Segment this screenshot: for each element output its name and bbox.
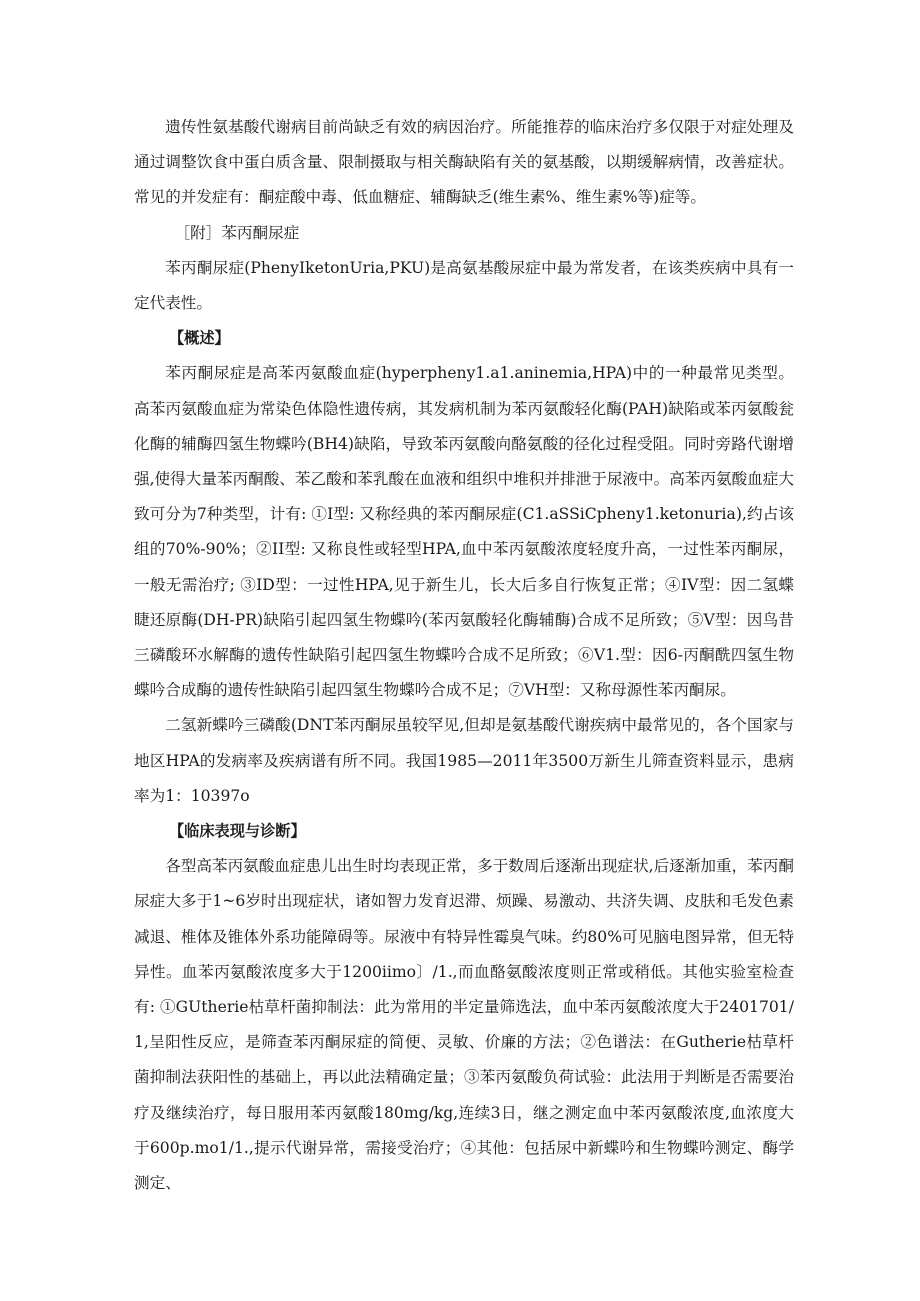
paragraph-overview: 苯丙酮尿症是高苯丙氨酸血症(hyperpheny1.a1.aninemia,HPA)中的一种最常见类型。高苯丙氨酸血症为常染色体隐性遗传病，其发病机制为苯丙氨酸轻化酶(PAH)缺陷或苯丙氨酸瓮化酶的辅酶四氢生物蝶吟(BH4)缺陷，导致苯丙氨酸向酪氨酸的径化过程受阻。同时旁路代谢增强,使得大量苯丙酮酸、苯乙酸和苯乳酸在血液和组织中堆积并排泄于尿液中。高苯丙氨酸血症大致可分为7种类型，计有: ①I型: 又称经典的苯丙酮尿症(C1.aSSiCpheny1.ketonuria),约占该组的70%-90%；②II型: 又称良性或轻型HPA,血中苯丙氨酸浓度轻度升高，一过性苯丙酮尿，一般无需治疗; ③ID型：一过性HPA,见于新生儿，长大后多自行恢复正常；④IV型：因二氢蝶睫还原酶(DH-PR)缺陷引起四氢生物蝶吟(苯丙氨酸轻化酶辅酶)合成不足所致；⑤V型：因鸟昔三磷酸环水解酶的遗传性缺陷引起四氢生物蝶吟合成不足所致；⑥V1.型：因6-丙酮酰四氢生物蝶吟合成酶的遗传性缺陷引起四氢生物蝶吟合成不足；⑦VH型：又称母源性苯丙酮尿。 (134, 364, 794, 700)
paragraph-epidemiology: 二氢新蝶吟三磷酸(DNT苯丙酮尿虽较罕见,但却是氨基酸代谢疾病中最常见的，各个国家与地区HPA的发病率及疾病谱有所不同。我国1985—2011年3500万新生儿筛查资料显示，患病率为1：10397o (134, 716, 794, 805)
paragraph-treatment: 遗传性氨基酸代谢病目前尚缺乏有效的病因治疗。所能推荐的临床治疗多仅限于对症处理及通过调整饮食中蛋白质含量、限制摄取与相关酶缺陷有关的氨基酸，以期缓解病情，改善症状。常见的并发症有：酮症酸中毒、低血糖症、辅酶缺乏(维生素%、维生素%等)症等。 (134, 118, 794, 207)
appendix-title: ［附］苯丙酮尿症 (174, 223, 300, 242)
paragraph-pku-intro: 苯丙酮尿症(PhenyIketonUria,PKU)是高氨基酸尿症中最为常发者，在该类疾病中具有一定代表性。 (134, 258, 794, 313)
paragraph-clinical: 各型高苯丙氨酸血症患儿出生时均表现正常，多于数周后逐渐出现症状,后逐渐加重，苯丙酮尿症大多于1~6岁时出现症状，诸如智力发育迟滞、烦躁、易激动、共济失调、皮肤和毛发色素减退、椎体及锥体外系功能障碍等。尿液中有特异性霉臭气味。约80%可见脑电图异常，但无特异性。血苯丙氨酸浓度多大于1200iimo〕/1.,而血酪氨酸浓度则正常或稍低。其他实验室检查有: ①GUtherie枯草杆菌抑制法：此为常用的半定量筛选法，血中苯丙氨酸浓度大于2401701/1,呈阳性反应，是筛查苯丙酮尿症的简便、灵敏、价廉的方法；②色谱法：在Gutherie枯草杆菌抑制法获阳性的基础上，再以此法精确定量；③苯丙氨酸负荷试验：此法用于判断是否需要治疗及继续治疗，每日服用苯丙氨酸180mg/kg,连续3日，继之测定血中苯丙氨酸浓度,血浓度大于600p.mo1/1.,提示代谢异常，需接受治疗；④其他：包括尿中新蝶吟和生物蝶吟测定、酶学测定、 (134, 857, 794, 1193)
section-heading-clinical: 【临床表现与诊断】 (168, 822, 306, 841)
section-heading-overview: 【概述】 (168, 329, 230, 348)
document-page (134, 110, 794, 1201)
